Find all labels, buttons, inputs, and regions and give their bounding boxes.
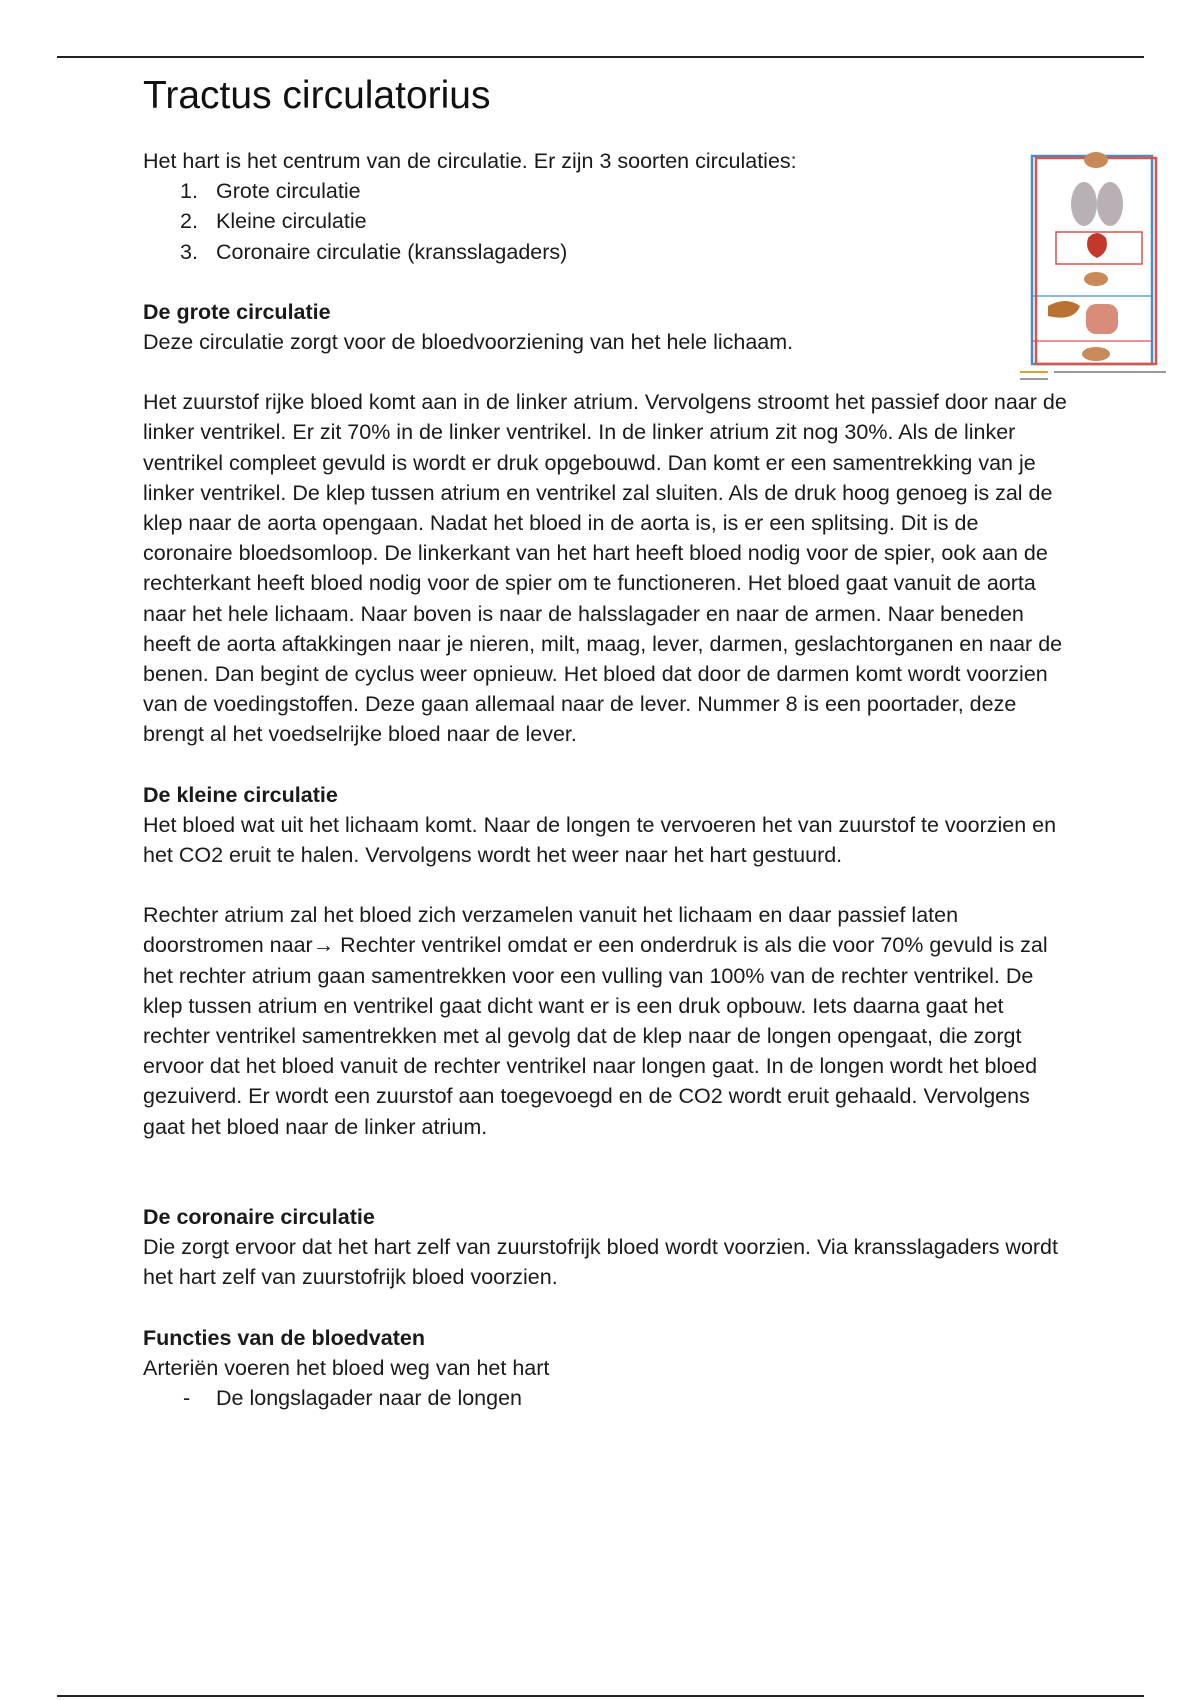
bottom-rule [57,1695,1144,1697]
document-body [143,72,1068,1413]
list-item: 2. Kleine circulatie [180,209,367,234]
liver-icon [1048,301,1080,318]
pelvis-organ-icon [1082,347,1110,361]
list-item: 3. Coronaire circulatie (kransslagaders) [180,239,568,264]
functies-list [143,1383,1068,1413]
lung-right-icon [1097,182,1123,226]
list-item: - De longslagader naar de longen [183,1385,523,1410]
section-heading-coronaire: De coronaire circulatie [143,1204,375,1229]
grote-paragraph-2: Het zuurstof rijke bloed komt aan in de linker atrium. Vervolgens stroomt het passief door naar de linker ventrikel. Er zit 70% in de linker ventrikel. In de linker atrium zit nog 30%. Als de linker ventrikel compleet gevuld is wordt er druk opgebouwd. Dan komt er een samentrekking van je linker ventrikel. De klep tussen atrium en ventrikel zal sluiten. Als de druk hoog genoeg is zal de klep naar de aorta opengaan. Nadat het bloed in de aorta is, is er een splitsing. Dit is de coronaire bloedsomloop. De linkerkant van het hart heeft bloed nodig voor de spier, ook aan de rechterkant heeft bloed nodig voor de spier om te functioneren. Het bloed gaat vanuit de aorta naar het hele lichaam. Naar boven is naar de halsslagader en naar de armen. Naar beneden heeft de aorta aftakkingen naar je nieren, milt, maag, lever, darmen, geslachtorganen en naar de benen. Dan begint de cyclus weer opnieuw. Het bloed dat door de darmen komt wordt voorzien van de voedingstoffen. Deze gaan allemaal naar de lever. Nummer 8 is een poortader, deze brengt al het voedselrijke bloed naar de lever. [143,390,1067,747]
circulation-diagram-figure [1018,146,1168,391]
kidney-icon [1084,272,1108,286]
kleine-paragraph-1: Het bloed wat uit het lichaam komt. Naar de longen te vervoeren het van zuurstof te voorzien en het CO2 eruit te halen. Vervolgens wordt het weer naar het hart gestuurd. [143,812,1057,868]
list-item: 1. Grote circulatie [180,179,361,204]
section-heading-kleine: De kleine circulatie [143,782,338,807]
top-rule [57,56,1144,58]
coronaire-paragraph-1: Die zorgt ervoor dat het hart zelf van zuurstofrijk bloed wordt voorzien. Via kransslagaders wordt het hart zelf van zuurstofrijk bloed voorzien. [143,1235,1058,1290]
lung-left-icon [1071,182,1097,226]
circulation-list [143,176,1068,267]
grote-paragraph-1: Deze circulatie zorgt voor de bloedvoorziening van het hele lichaam. [143,330,794,355]
kleine-paragraph-2: Rechter atrium zal het bloed zich verzamelen vanuit het lichaam en daar passief laten doorstromen naar→ Rechter ventrikel omdat er een onderdruk is als die voor 70% gevuld is zal het rechter atrium gaan samentrekken voor een vulling van 100% van de rechter ventrikel. De klep tussen atrium en ventrikel gaat dicht want er is een druk opbouw. Iets daarna gaat het rechter ventrikel samentrekken met al gevolg dat de klep naar de longen opengaat, die zorgt ervoor dat het bloed vanuit de rechter ventrikel naar longen gaat. In de longen wordt het bloed gezuiverd. Er wordt een zuurstof aan toegevoegd en de CO2 wordt eruit gehaald. Vervolgens gaat het bloed naar de linker atrium. [143,903,1048,1139]
intro-text: Het hart is het centrum van de circulatie. Er zijn 3 soorten circulaties: [143,149,797,173]
functies-paragraph-1: Arteriën voeren het bloed weg van het hart [143,1355,550,1380]
page-title: Tractus circulatorius [143,74,491,117]
intestine-icon [1086,304,1118,334]
section-heading-grote: De grote circulatie [143,299,331,324]
section-heading-functies: Functies van de bloedvaten [143,1325,425,1350]
brain-icon [1084,152,1108,168]
heart-icon [1087,233,1107,258]
